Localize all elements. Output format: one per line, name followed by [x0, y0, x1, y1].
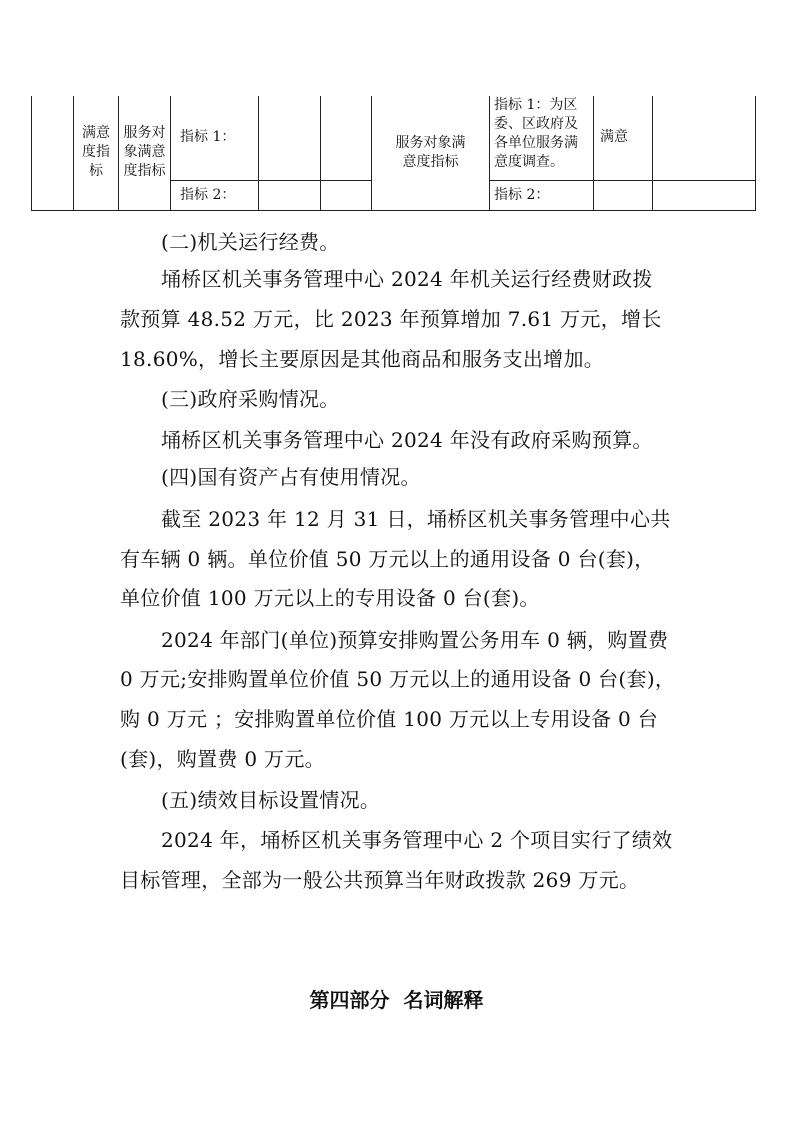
table-cell-indicator-2: 指标 2： — [171, 180, 259, 210]
section-3-heading: (三)政府采购情况。 — [161, 387, 340, 411]
table-cell-empty — [653, 96, 756, 180]
section-2-paragraph-line: 款预算 48.52 万元，比 2023 年预算增加 7.61 万元，增长 — [120, 307, 662, 331]
section-4-paragraph-line: 购 0 万元 ；安排购置单位价值 100 万元以上专用设备 0 台 — [120, 707, 659, 731]
table-cell-value-1: 满意 — [594, 96, 653, 180]
section-5-paragraph-line: 2024 年，埇桥区机关事务管理中心 2 个项目实行了绩效 — [161, 828, 673, 852]
section-3-paragraph: 埇桥区机关事务管理中心 2024 年没有政府采购预算。 — [161, 428, 653, 452]
section-4-paragraph-line: 有车辆 0 辆。单位价值 50 万元以上的通用设备 0 台(套)， — [120, 547, 655, 571]
table-cell-empty — [321, 180, 372, 210]
section-2-text: 。 — [583, 347, 605, 371]
part-4-title: 第四部分 名词解释 — [309, 988, 484, 1012]
section-2-paragraph-line — [120, 343, 604, 372]
section-2-heading: (二)机关运行经费。 — [161, 230, 340, 254]
table-cell-empty — [259, 180, 321, 210]
section-2-paragraph-line: 埇桥区机关事务管理中心 2024 年机关运行经费财政拨 — [161, 267, 653, 291]
section-2-text: 18.60%，增长主要原因是 — [120, 347, 361, 371]
table-cell-category: 满意度指标 — [74, 96, 119, 210]
table-cell-right-indicator-1: 指标 1：为区委、区政府及各单位服务满意度调查。 — [490, 96, 594, 180]
section-2-highlight-text: 其他商品和服务支出增加 — [360, 347, 584, 371]
table-cell-empty — [259, 96, 321, 180]
table-cell-empty — [321, 96, 372, 180]
table-cell-indicator-1: 指标 1： — [171, 96, 259, 180]
table-cell-service-target: 服务对象满意度指标 — [372, 96, 490, 210]
section-5-paragraph-line: 目标管理，全部为一般公共预算当年财政拨款 269 万元。 — [120, 868, 640, 892]
table-cell-empty — [594, 180, 653, 210]
section-4-paragraph-line: 0 万元;安排购置单位价值 50 万元以上的通用设备 0 台(套)， — [120, 667, 676, 691]
section-4-heading: (四)国有资产占有使用情况。 — [161, 465, 421, 489]
section-4-paragraph-line: (套)，购置费 0 万元。 — [120, 747, 325, 771]
section-5-heading: (五)绩效目标设置情况。 — [161, 788, 381, 812]
section-4-paragraph-line: 2024 年部门(单位)预算安排购置公务用车 0 辆，购置费 — [161, 628, 669, 652]
table-cell-empty — [32, 96, 74, 210]
table-cell-right-indicator-2: 指标 2： — [490, 180, 594, 210]
performance-indicator-table — [31, 96, 756, 211]
table-cell-empty — [653, 180, 756, 210]
section-4-paragraph-line: 单位价值 100 万元以上的专用设备 0 台(套)。 — [120, 586, 540, 610]
table-cell-subcategory: 服务对象满意度指标 — [119, 96, 171, 210]
section-4-paragraph-line: 截至 2023 年 12 月 31 日，埇桥区机关事务管理中心共 — [161, 507, 671, 531]
